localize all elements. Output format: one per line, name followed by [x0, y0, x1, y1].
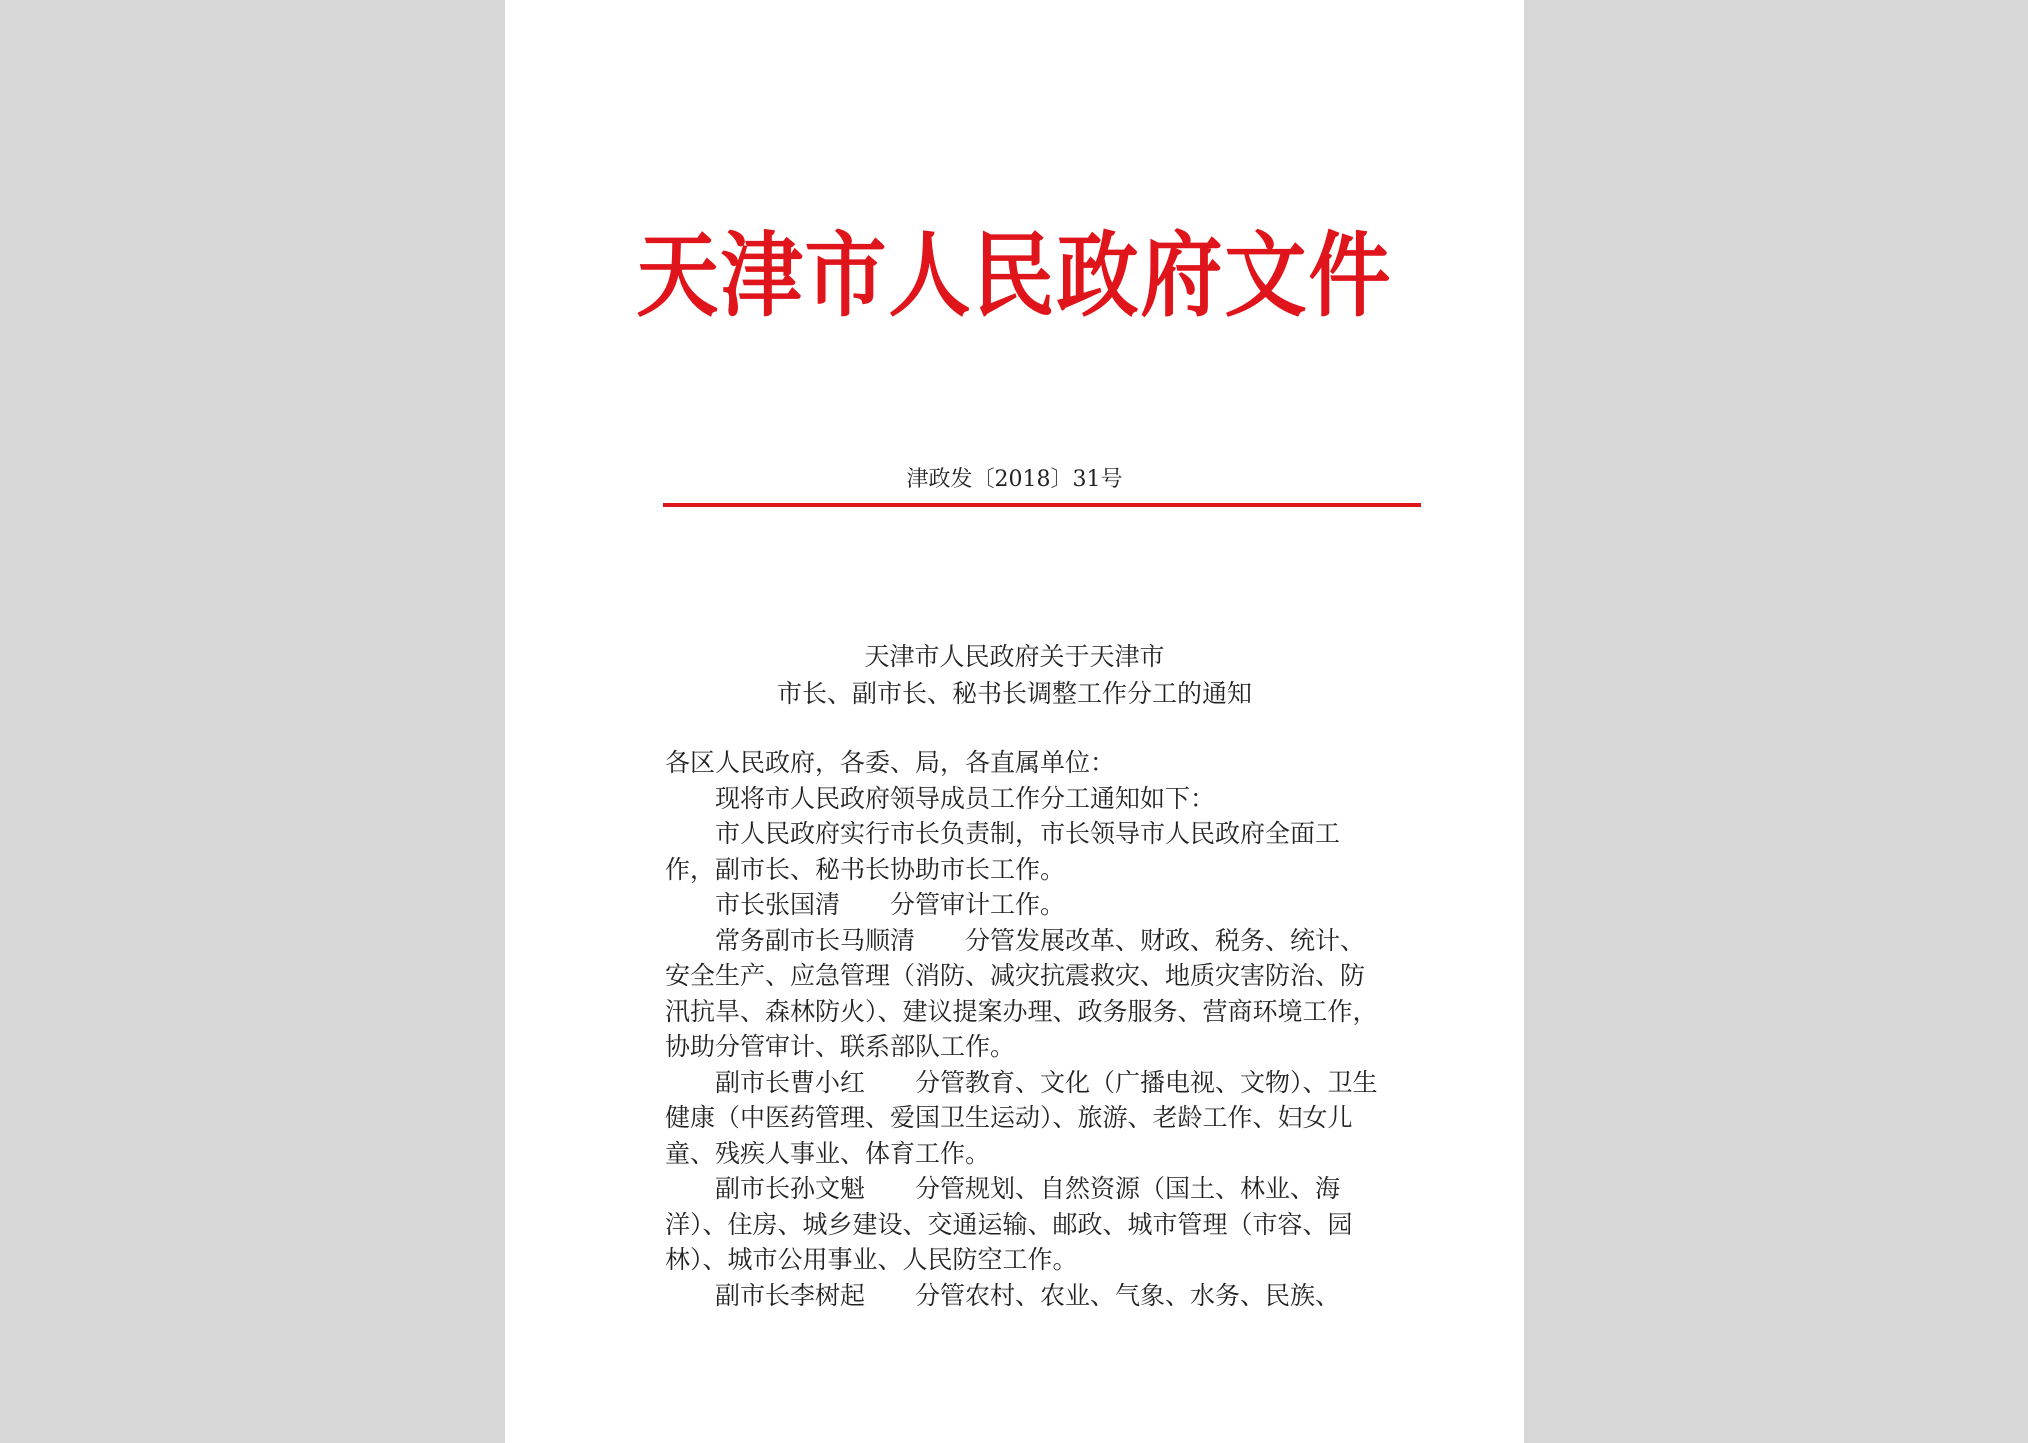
official-name: 常务副市长马顺清: [715, 925, 916, 955]
official-duties: 分管审计工作。: [890, 890, 1066, 919]
assignment-paragraph: [665, 887, 1385, 923]
document-page: [505, 0, 1524, 1443]
assignment-paragraph: [665, 1065, 1385, 1172]
red-divider-line: [663, 503, 1421, 507]
assignment-paragraph: [665, 923, 1385, 1065]
document-number: 津政发〔2018〕31号: [906, 467, 1123, 492]
intro-paragraph: 现将市人民政府领导成员工作分工通知如下：: [715, 783, 1216, 813]
notice-title-line-1: 天津市人民政府关于天津市: [864, 642, 1165, 671]
salutation: 各区人民政府，各委、局，各直属单位：: [665, 748, 1116, 777]
issuer-header-title: 天津市人民政府文件: [636, 222, 1393, 330]
official-duties: 分管农村、农业、气象、水务、民族、: [915, 1280, 1341, 1310]
official-duties: 分管发展改革、财政、税务、统计、安全生产、应急管理（消防、减灾抗震救灾、地质灾害防治、防汛抗旱、森林防火）、建议提案办理、政务服务、营商环境工作，协助分管审计、联系部队工作。: [665, 925, 1378, 1061]
notice-title: [505, 638, 1524, 712]
notice-body: [665, 745, 1385, 1313]
official-duties: 分管教育、文化（广播电视、文物）、卫生健康（中医药管理、爱国卫生运动）、旅游、老龄工作、妇女儿童、残疾人事业、体育工作。: [665, 1067, 1378, 1168]
official-name: 副市长李树起: [715, 1280, 866, 1310]
notice-title-line-2: 市长、副市长、秘书长调整工作分工的通知: [776, 679, 1252, 708]
official-name: 市长张国清: [715, 890, 841, 919]
principle-paragraph: 市人民政府实行市长负责制，市长领导市人民政府全面工作，副市长、秘书长协助市长工作。: [665, 819, 1341, 884]
official-name: 副市长孙文魁: [715, 1174, 866, 1203]
assignment-paragraph: [665, 1171, 1385, 1278]
official-duties: 分管规划、自然资源（国土、林业、海洋）、住房、城乡建设、交通运输、邮政、城市管理（市容、园林）、城市公用事业、人民防空工作。: [665, 1174, 1353, 1274]
assignment-paragraph: [665, 1278, 1385, 1314]
official-name: 副市长曹小红: [715, 1067, 866, 1097]
